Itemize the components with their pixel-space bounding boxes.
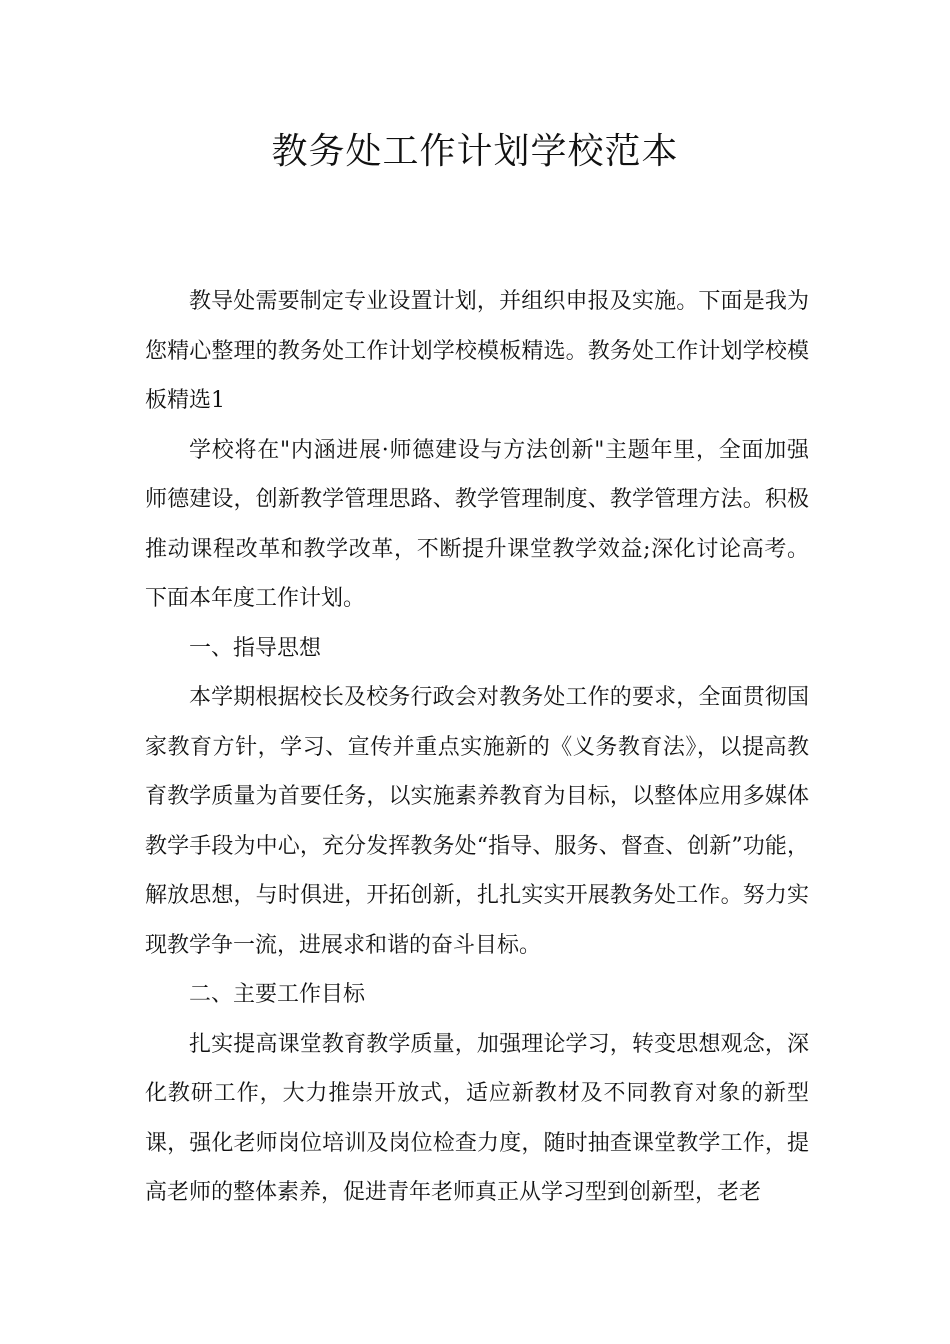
theme-paragraph: 学校将在"内涵进展·师德建设与方法创新"主题年里，全面加强师德建设，创新教学管理思路、教学管理制度、教学管理方法。积极推动课程改革和教学改革，不断提升课堂教学效益;深化讨论高考。下面本年度工作计划。 bbox=[145, 437, 809, 611]
main-goals-paragraph: 扎实提高课堂教育教学质量，加强理论学习，转变思想观念，深化教研工作，大力推崇开放式，适应新教材及不同教育对象的新型课，强化老师岗位培训及岗位检查力度，随时抽查课堂教学工作，提高老师的整体素养，促进青年老师真正从学习型到创新型，老老 bbox=[145, 1031, 809, 1205]
intro-paragraph: 教导处需要制定专业设置计划，并组织申报及实施。下面是我为您精心整理的教务处工作计划学校模板精选。教务处工作计划学校模板精选1 bbox=[145, 289, 809, 413]
section-heading-guiding-thought: 一、指导思想 bbox=[189, 635, 322, 661]
document-body bbox=[145, 277, 809, 1218]
guiding-thought-paragraph: 本学期根据校长及校务行政会对教务处工作的要求，全面贯彻国家教育方针，学习、宣传并重点实施新的《义务教育法》，以提高教育教学质量为首要任务，以实施素养教育为目标，以整体应用多媒体教学手段为中心，充分发挥教务处“指导、服务、督查、创新”功能，解放思想，与时俱进，开拓创新，扎扎实实开展教务处工作。努力实现教学争一流，进展求和谐的奋斗目标。 bbox=[145, 685, 809, 958]
document-title: 教务处工作计划学校范本 bbox=[271, 131, 679, 172]
section-heading-main-goals: 二、主要工作目标 bbox=[189, 982, 366, 1007]
